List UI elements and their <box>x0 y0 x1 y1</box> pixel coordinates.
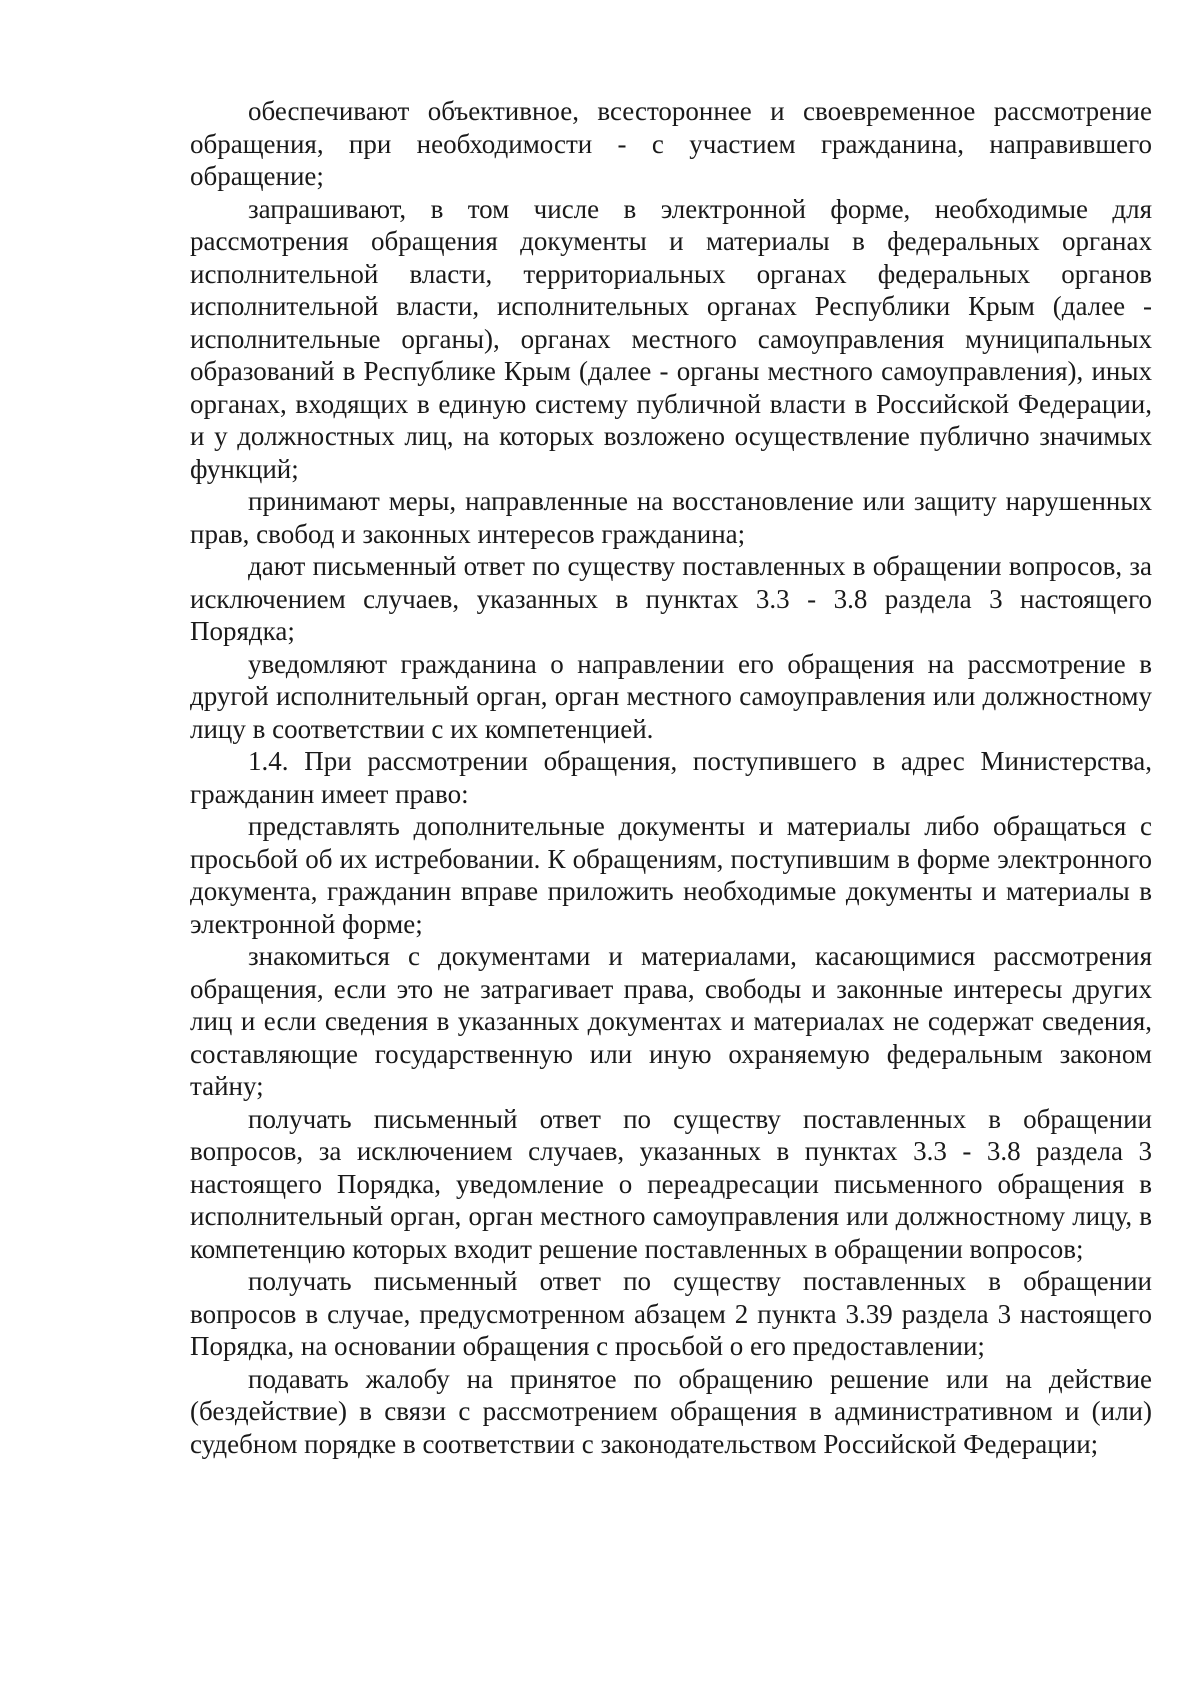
paragraph-8: знакомиться с документами и материалами, касающимися рассмотрения обращения, если это не затрагивает права, свободы и законные интересы других лиц и если сведения в указанных документах и материалах не содержат сведения, составляющие государственную или иную охраняемую федеральным законом тайну; <box>190 941 1152 1101</box>
paragraph-10: получать письменный ответ по существу поставленных в обращении вопросов в случае, предусмотренном абзацем 2 пункта 3.39 раздела 3 настоящего Порядка, на основании обращения с просьбой о его предоставлении; <box>190 1266 1152 1361</box>
paragraph-3: принимают меры, направленные на восстановление или защиту нарушенных прав, свобод и законных интересов гражданина; <box>190 486 1152 549</box>
paragraph-5: уведомляют гражданина о направлении его обращения на рассмотрение в другой исполнительный орган, орган местного самоуправления или должностному лицу в соответствии с их компетенцией. <box>190 648 1152 744</box>
paragraph-2: запрашивают, в том числе в электронной форме, необходимые для рассмотрения обращения документы и материалы в федеральных органах исполнительной власти, территориальных органах федеральных органов исполнительной власти, исполнительных органах Республики Крым (далее - исполнительные органы), органах местного самоуправления муниципальных образований в Республике Крым (далее - органы местного самоуправления), иных органах, входящих в единую систему публичной власти в Российской Федерации, и у должностных лиц, на которых возложено осуществление публично значимых функций; <box>190 193 1152 484</box>
paragraph-section-1-4: 1.4. При рассмотрении обращения, поступившего в адрес Министерства, гражданин имеет право: <box>190 746 1152 809</box>
document-body <box>190 95 1152 1460</box>
paragraph-7: представлять дополнительные документы и материалы либо обращаться с просьбой об их истребовании. К обращениям, поступившим в форме электронного документа, гражданин вправе приложить необходимые документы и материалы в электронной форме; <box>190 811 1152 939</box>
paragraph-1: обеспечивают объективное, всестороннее и своевременное рассмотрение обращения, при необходимости - с участием гражданина, направившего обращение; <box>190 96 1152 191</box>
paragraph-9: получать письменный ответ по существу поставленных в обращении вопросов, за исключением случаев, указанных в пунктах 3.3 - 3.8 раздела 3 настоящего Порядка, уведомление о переадресации письменного обращения в исполнительный орган, орган местного самоуправления или должностному лицу, в компетенцию которых входит решение поставленных в обращении вопросов; <box>190 1103 1152 1264</box>
paragraph-4: дают письменный ответ по существу поставленных в обращении вопросов, за исключением случаев, указанных в пунктах 3.3 - 3.8 раздела 3 настоящего Порядка; <box>190 551 1152 646</box>
paragraph-11: подавать жалобу на принятое по обращению решение или на действие (бездействие) в связи с рассмотрением обращения в административном и (или) судебном порядке в соответствии с законодательством Российской Федерации; <box>190 1363 1152 1459</box>
